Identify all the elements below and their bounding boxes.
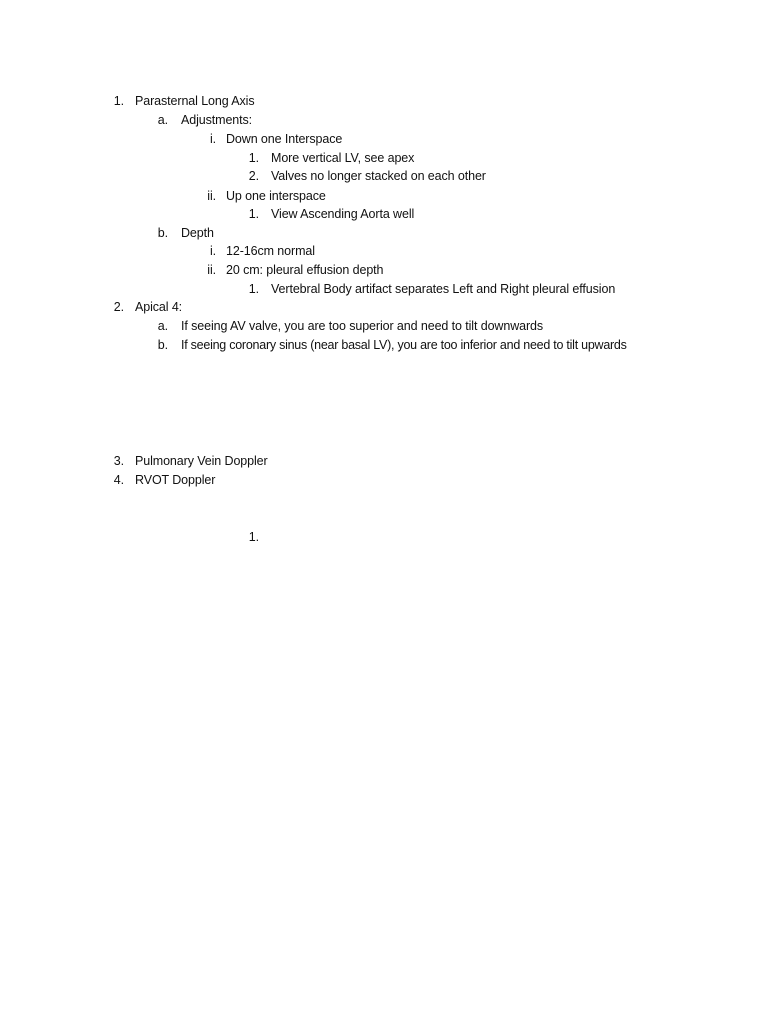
list-item [0, 92, 768, 111]
list-item-text: If seeing AV valve, you are too superior and need to tilt downwards [181, 319, 544, 333]
list-item-text: Parasternal Long Axis [135, 94, 255, 108]
list-marker: i. [209, 132, 216, 146]
list-item [0, 317, 768, 336]
list-marker: 3. [113, 454, 124, 468]
list-item-text: More vertical LV, see apex [271, 151, 415, 165]
list-item-text: RVOT Doppler [135, 473, 216, 487]
list-marker: b. [157, 338, 168, 352]
list-item [0, 452, 768, 471]
list-marker: 1. [248, 282, 259, 296]
list-item-text: Adjustments: [181, 113, 253, 127]
list-marker: a. [157, 319, 168, 333]
list-item [0, 205, 768, 224]
list-marker: b. [157, 226, 168, 240]
list-item [0, 336, 768, 355]
list-marker: ii. [207, 263, 216, 277]
list-item [0, 528, 768, 547]
list-item [0, 298, 768, 317]
list-marker: 1. [248, 530, 259, 544]
list-item [0, 187, 768, 206]
list-item-text: 12-16cm normal [226, 244, 315, 258]
list-item-text: Depth [181, 226, 214, 240]
list-marker: i. [209, 244, 216, 258]
list-item-text: Up one interspace [226, 189, 326, 203]
list-marker: 2. [113, 300, 124, 314]
list-item-text: If seeing coronary sinus (near basal LV), you are too inferior and need to tilt upwards [181, 338, 627, 352]
list-item [0, 167, 768, 186]
list-item [0, 130, 768, 149]
list-marker: ii. [207, 189, 216, 203]
list-item-text: Down one Interspace [226, 132, 343, 146]
list-marker: 1. [113, 94, 124, 108]
list-item [0, 471, 768, 490]
list-item-text: Valves no longer stacked on each other [271, 169, 486, 183]
list-marker: 4. [113, 473, 124, 487]
list-item [0, 280, 768, 299]
list-item-text: Pulmonary Vein Doppler [135, 454, 268, 468]
list-marker: 2. [248, 169, 259, 183]
list-item-text: Vertebral Body artifact separates Left and Right pleural effusion [271, 282, 616, 296]
list-item [0, 242, 768, 261]
list-item [0, 111, 768, 130]
list-item-text: 20 cm: pleural effusion depth [226, 263, 384, 277]
list-item [0, 261, 768, 280]
list-item [0, 149, 768, 168]
list-item [0, 224, 768, 243]
list-marker: 1. [248, 151, 259, 165]
list-marker: a. [157, 113, 168, 127]
list-marker: 1. [248, 207, 259, 221]
list-item-text: Apical 4: [135, 300, 183, 314]
list-item-text: View Ascending Aorta well [271, 207, 415, 221]
